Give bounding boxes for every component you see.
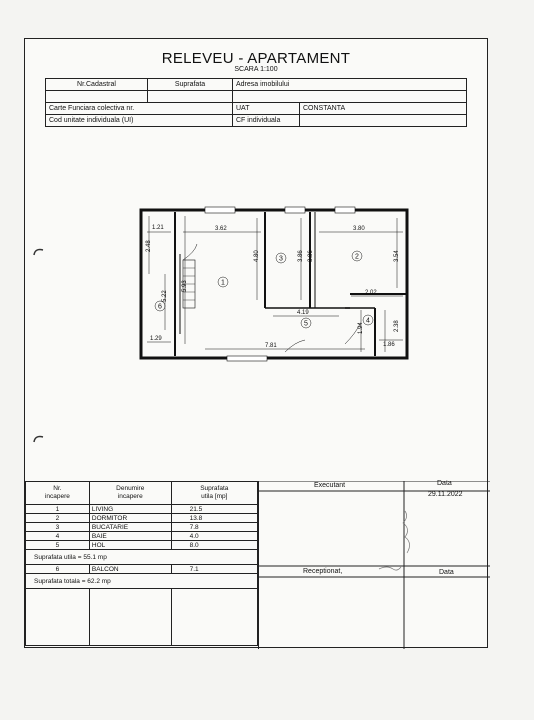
data-label-2: Data: [439, 569, 454, 576]
hole-punch-mark: [33, 244, 47, 254]
signature: [379, 511, 410, 570]
table-row: 3 BUCATARIE 7.8: [26, 523, 258, 532]
suprafata-utila-total: Suprafata utila = 55.1 mp: [26, 550, 258, 565]
adresa-cell: [233, 91, 467, 103]
execution-grid: [259, 481, 490, 649]
adresa-header: Adresa imobilului: [233, 79, 467, 91]
table-row: 6 BALCON 7.1: [26, 565, 258, 574]
property-info-table: [45, 78, 467, 127]
table-row: 5 HOL 8.0: [26, 541, 258, 550]
table-row: 4 BAIE 4.0: [26, 532, 258, 541]
suprafata-totala: Suprafata totala = 62.2 mp: [26, 574, 258, 589]
dim-386-b: 3.86: [308, 250, 314, 262]
document-title: RELEVEU - APARTAMENT: [161, 50, 351, 67]
dim-194: 1.94: [358, 322, 364, 334]
room-number-5: 5: [304, 320, 308, 328]
window: [205, 207, 235, 213]
suprafata-header: Suprafata: [148, 79, 233, 91]
table-row: 1 LIVING 21.5: [26, 505, 258, 514]
dim-248: 2.48: [146, 240, 152, 252]
survey-sheet: [24, 38, 488, 648]
dim-522: 5.22: [162, 290, 168, 302]
dim-202: 2.02: [365, 290, 377, 296]
room-number-2: 2: [355, 253, 359, 261]
dim-121: 1.21: [152, 225, 164, 231]
table-row: 2 DORMITOR 13.8: [26, 514, 258, 523]
execution-date: 29.11.2022: [428, 491, 463, 498]
dim-419: 4.19: [297, 310, 309, 316]
receptionat-label: Receptionat,: [303, 568, 343, 575]
hole-punch-mark: [33, 431, 47, 441]
denumire-header: Denumire incapere: [89, 482, 171, 505]
suprafata-utila-header: Suprafata utila [mp]: [171, 482, 257, 505]
cod-unitate-label: Cod unitate individuala (UI): [46, 115, 233, 127]
dim-238: 2.38: [394, 320, 400, 332]
dim-129: 1.29: [150, 336, 162, 342]
dim-386-a: 3.86: [298, 250, 304, 262]
room-number-6: 6: [158, 303, 162, 311]
data-label: Data: [437, 480, 452, 487]
nr-incapere-header: Nr. incapere: [26, 482, 90, 505]
cf-individuala-label: CF individuala: [233, 115, 300, 127]
room-number-1: 1: [221, 279, 225, 287]
execution-block: [258, 481, 489, 649]
nr-cadastral-header: Nr.Cadastral: [46, 79, 148, 91]
nr-cadastral-cell: [46, 91, 148, 103]
dim-186: 1.86: [383, 342, 395, 348]
scale-label: SCARA 1:100: [234, 66, 278, 73]
suprafata-cell: [148, 91, 233, 103]
dim-781: 7.81: [265, 343, 277, 349]
room-number-4: 4: [366, 317, 370, 325]
cf-individuala-value: [300, 115, 467, 127]
executant-label: Executant: [314, 482, 346, 489]
dim-380: 3.80: [353, 226, 365, 232]
floor-plan: [135, 204, 415, 364]
carte-funciara-label: Carte Funciara colectiva nr.: [46, 103, 233, 115]
rooms-table: [25, 481, 258, 646]
room-number-3: 3: [279, 255, 283, 263]
uat-value: CONSTANTA: [300, 103, 467, 115]
uat-label: UAT: [233, 103, 300, 115]
dim-354: 3.54: [394, 250, 400, 262]
dim-593: 5.93: [182, 280, 188, 292]
dim-480: 4.80: [254, 250, 260, 262]
dim-362: 3.62: [215, 226, 227, 232]
